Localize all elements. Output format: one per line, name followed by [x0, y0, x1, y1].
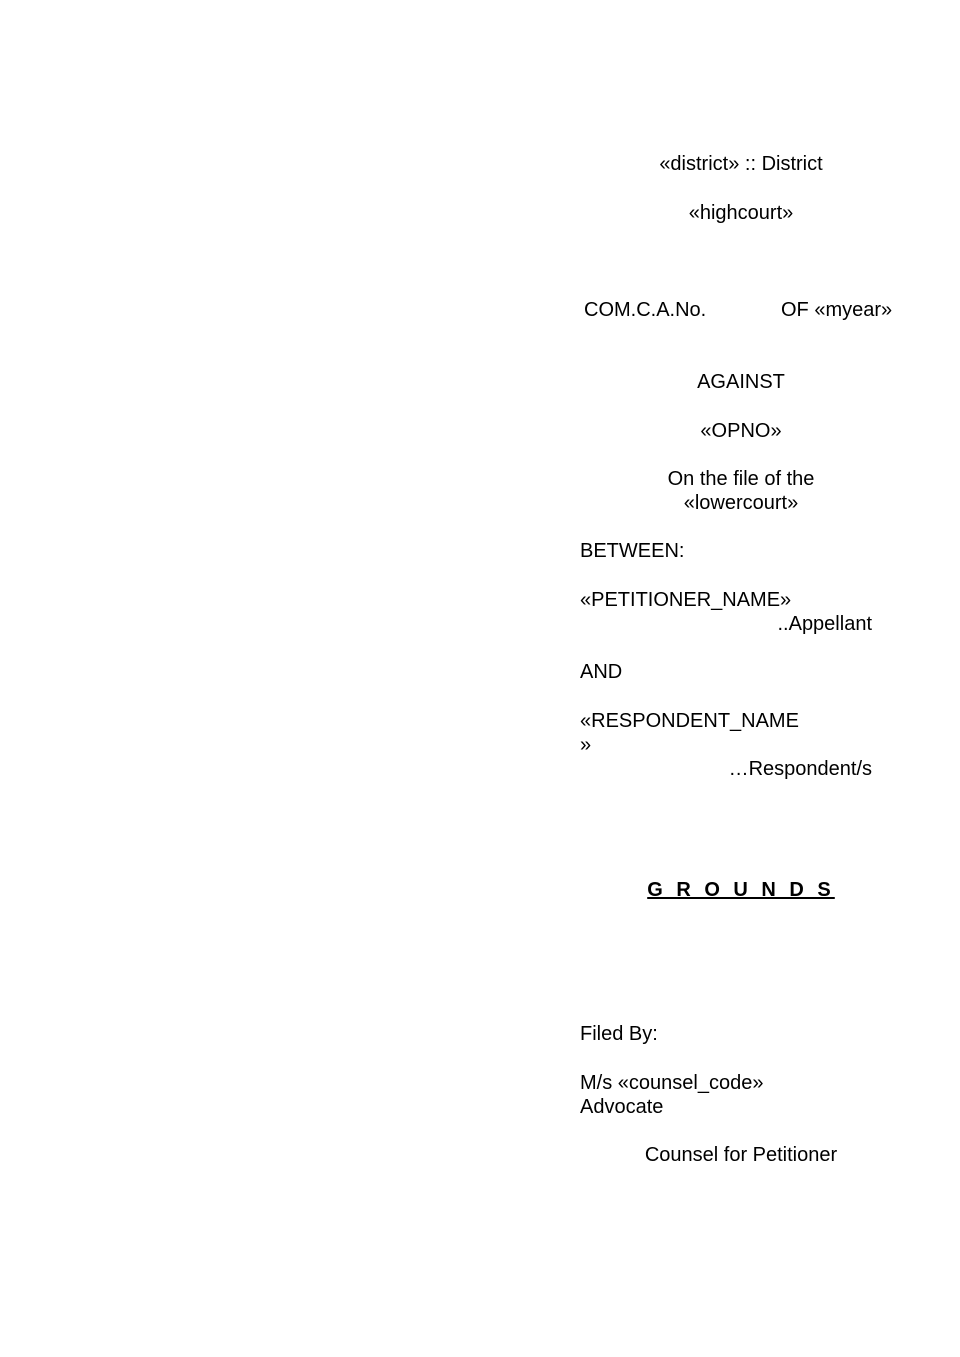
- case-year-label: OF «myear»: [781, 299, 893, 321]
- district-heading: «district» :: District: [659, 153, 823, 175]
- counsel-for-label: Counsel for Petitioner: [644, 1144, 838, 1166]
- advocate-label: Advocate: [580, 1096, 664, 1118]
- counsel-name: M/s «counsel_code»: [580, 1072, 764, 1094]
- respondent-role: …Respondent/s: [728, 758, 872, 780]
- lowercourt-value: «lowercourt»: [683, 492, 799, 514]
- respondent-name-end: »: [580, 734, 592, 756]
- document-title: G R O U N D S: [647, 879, 835, 901]
- cover-page: [580, 0, 902, 1357]
- appellant-role: ..Appellant: [777, 613, 872, 635]
- and-label: AND: [580, 661, 623, 683]
- respondent-name: «RESPONDENT_NAME: [580, 710, 799, 732]
- file-of-line: On the file of the: [667, 468, 815, 490]
- opno-value: «OPNO»: [700, 420, 782, 442]
- petitioner-name: «PETITIONER_NAME»: [580, 589, 792, 611]
- between-label: BETWEEN:: [580, 540, 685, 562]
- filed-by-label: Filed By:: [580, 1023, 658, 1045]
- highcourt-heading: «highcourt»: [688, 202, 794, 224]
- case-number-label: COM.C.A.No.: [584, 299, 707, 321]
- against-label: AGAINST: [697, 371, 785, 393]
